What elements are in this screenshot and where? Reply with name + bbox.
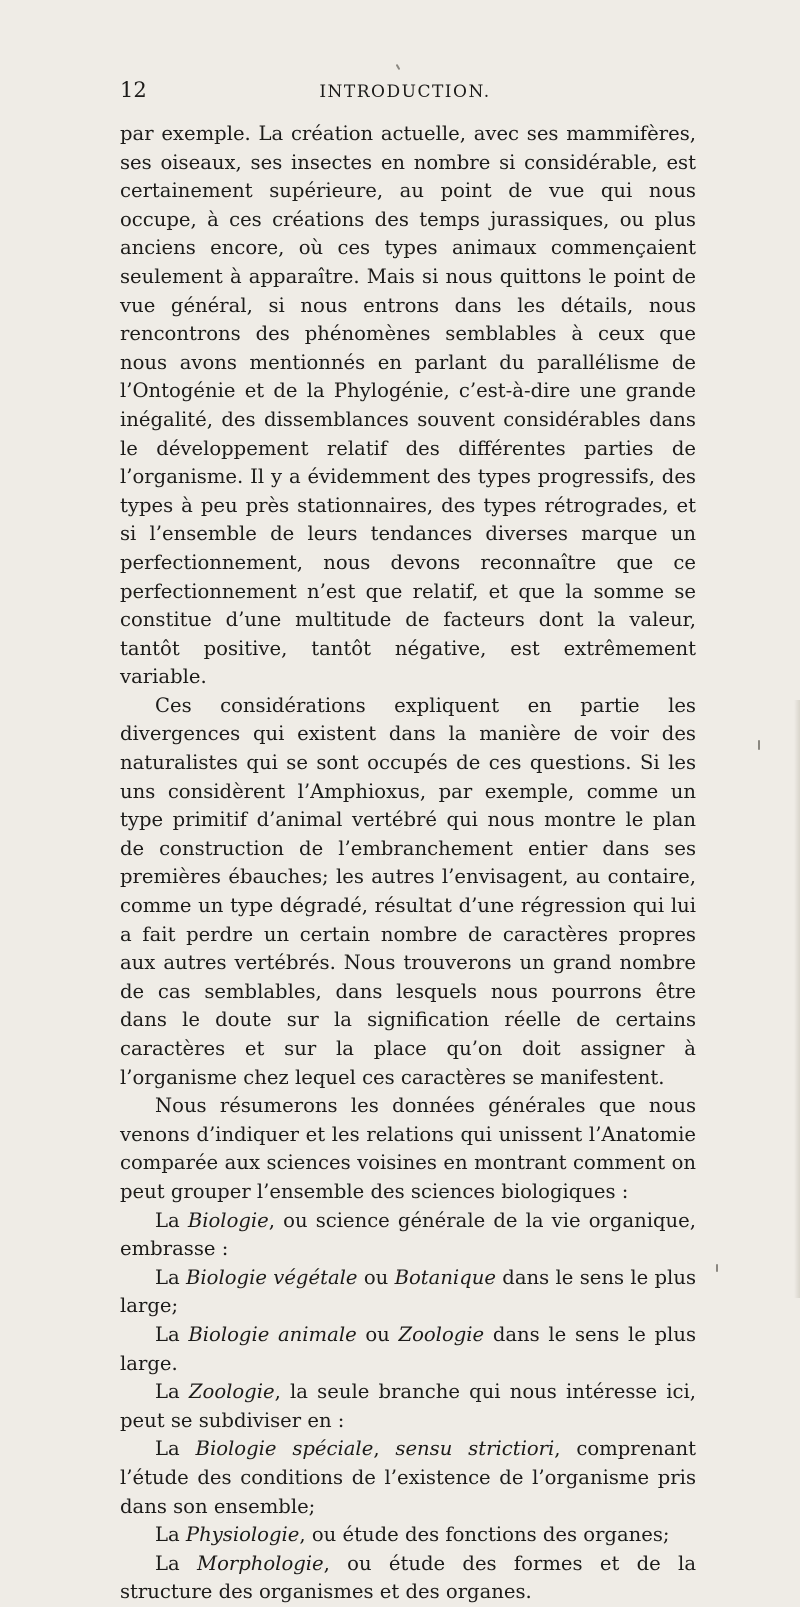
line-text: , ou étude des formes et de la structure des organismes et des organes. [120, 1551, 696, 1604]
line-text: La [155, 1551, 197, 1575]
term-biologie-animale: Biologie animale [188, 1322, 357, 1346]
term-zoologie: Zoologie [188, 1380, 275, 1404]
line-text: , comprenant l’étude des conditions de l’existence de l’organisme pris dans son ensemble; [120, 1437, 697, 1518]
page-edge-shadow [794, 700, 800, 1298]
line-text: La [155, 1523, 186, 1547]
term-sensu-strictiori: sensu strictiori [395, 1437, 555, 1461]
classification-line-biologie-speciale [120, 1435, 696, 1521]
term-biologie-speciale: Biologie spéciale [195, 1437, 374, 1461]
term-biologie: Biologie [187, 1208, 269, 1232]
line-text: dans le sens le plus large. [120, 1322, 696, 1375]
classification-line-zoologie-large [120, 1321, 696, 1378]
line-text: dans le sens le plus large; [120, 1265, 697, 1318]
print-speck [716, 1264, 718, 1272]
line-text: La [155, 1380, 189, 1404]
line-text: ou [357, 1265, 395, 1289]
line-text: ou [356, 1322, 399, 1346]
term-botanique: Botanique [394, 1265, 496, 1289]
term-morphologie: Morphologie [197, 1551, 324, 1575]
line-text: , la seule branche qui nous intéresse ici, peut se subdiviser en : [120, 1380, 696, 1432]
print-speck [758, 740, 760, 750]
classification-line-zoologie-subdivision [120, 1378, 696, 1435]
classification-line-physiologie [120, 1521, 696, 1550]
line-text: La [155, 1208, 188, 1232]
term-zoologie: Zoologie [398, 1322, 485, 1346]
line-text: La [155, 1437, 196, 1461]
classification-line-botanique [120, 1264, 696, 1321]
print-speck [396, 64, 401, 70]
page-header [120, 78, 690, 108]
paragraph-1: par exemple. La création actuelle, avec ses mammifères, ses oiseaux, ses insectes en nombre si considérable, est certainement supérieure, au point de vue qui nous occupe, à ces créations des temps jurassiques, ou plus anciens encore, où ces types animaux commençaient seulement à apparaître. Mais si nous quittons le point de vue général, si nous entrons dans les détails, nous rencontrons des phénomènes semblables à ceux que nous avons mentionnés en parlant du parallélisme de l’Ontogénie et de la Phylogénie, c’est-à-dire une grande inégalité, des dissemblances souvent considérables dans le développement relatif des différentes parties de l’organisme. Il y a évidemment des types progressifs, des types à peu près stationnaires, des types rétrogrades, et si l’ensemble de leurs tendances diverses marque un perfectionnement, nous devons reconnaître que ce perfectionnement n’est que relatif, et que la somme se constitue d’une multitude de facteurs dont la valeur, tantôt positive, tantôt négative, est extrêmement variable. [120, 122, 696, 689]
classification-line-morphologie [120, 1550, 696, 1607]
running-title: INTRODUCTION. [319, 82, 491, 102]
line-text: , [373, 1437, 396, 1461]
line-text: La [155, 1322, 189, 1346]
paragraph-2: Ces considérations expliquent en partie les divergences qui existent dans la manière de voir des naturalistes qui se sont occupés de ces questions. Si les uns considèrent l’Amphioxus, par exemple, comme un type primitif d’animal vertébré qui nous montre le plan de construction de l’embranchement entier dans ses premières ébauches; les autres l’envisagent, au contaire, comme un type dégradé, résultat d’une régression qui lui a fait perdre un certain nombre de caractères propres aux autres vertébrés. Nous trouverons un grand nombre de cas semblables, dans lesquels nous pourrons être dans le doute sur la signification réelle de certains caractères et sur la place qu’on doit assigner à l’organisme chez lequel ces caractères se manifestent. [120, 693, 696, 1089]
body-text [120, 120, 696, 1607]
classification-line-biologie [120, 1207, 696, 1264]
line-text: , ou étude des fonctions des organes; [299, 1523, 670, 1547]
line-text: , ou science générale de la vie organique, embrasse : [120, 1208, 696, 1261]
term-biologie-vegetale: Biologie végétale [186, 1265, 358, 1289]
term-physiologie: Physiologie [185, 1523, 300, 1547]
page-number: 12 [120, 78, 147, 102]
paragraph-3: Nous résumerons les données générales que nous venons d’indiquer et les relations qui unissent l’Anatomie comparée aux sciences voisines en montrant comment on peut grouper l’ensemble des sciences biologiques : [120, 1094, 696, 1203]
line-text: La [155, 1265, 187, 1289]
